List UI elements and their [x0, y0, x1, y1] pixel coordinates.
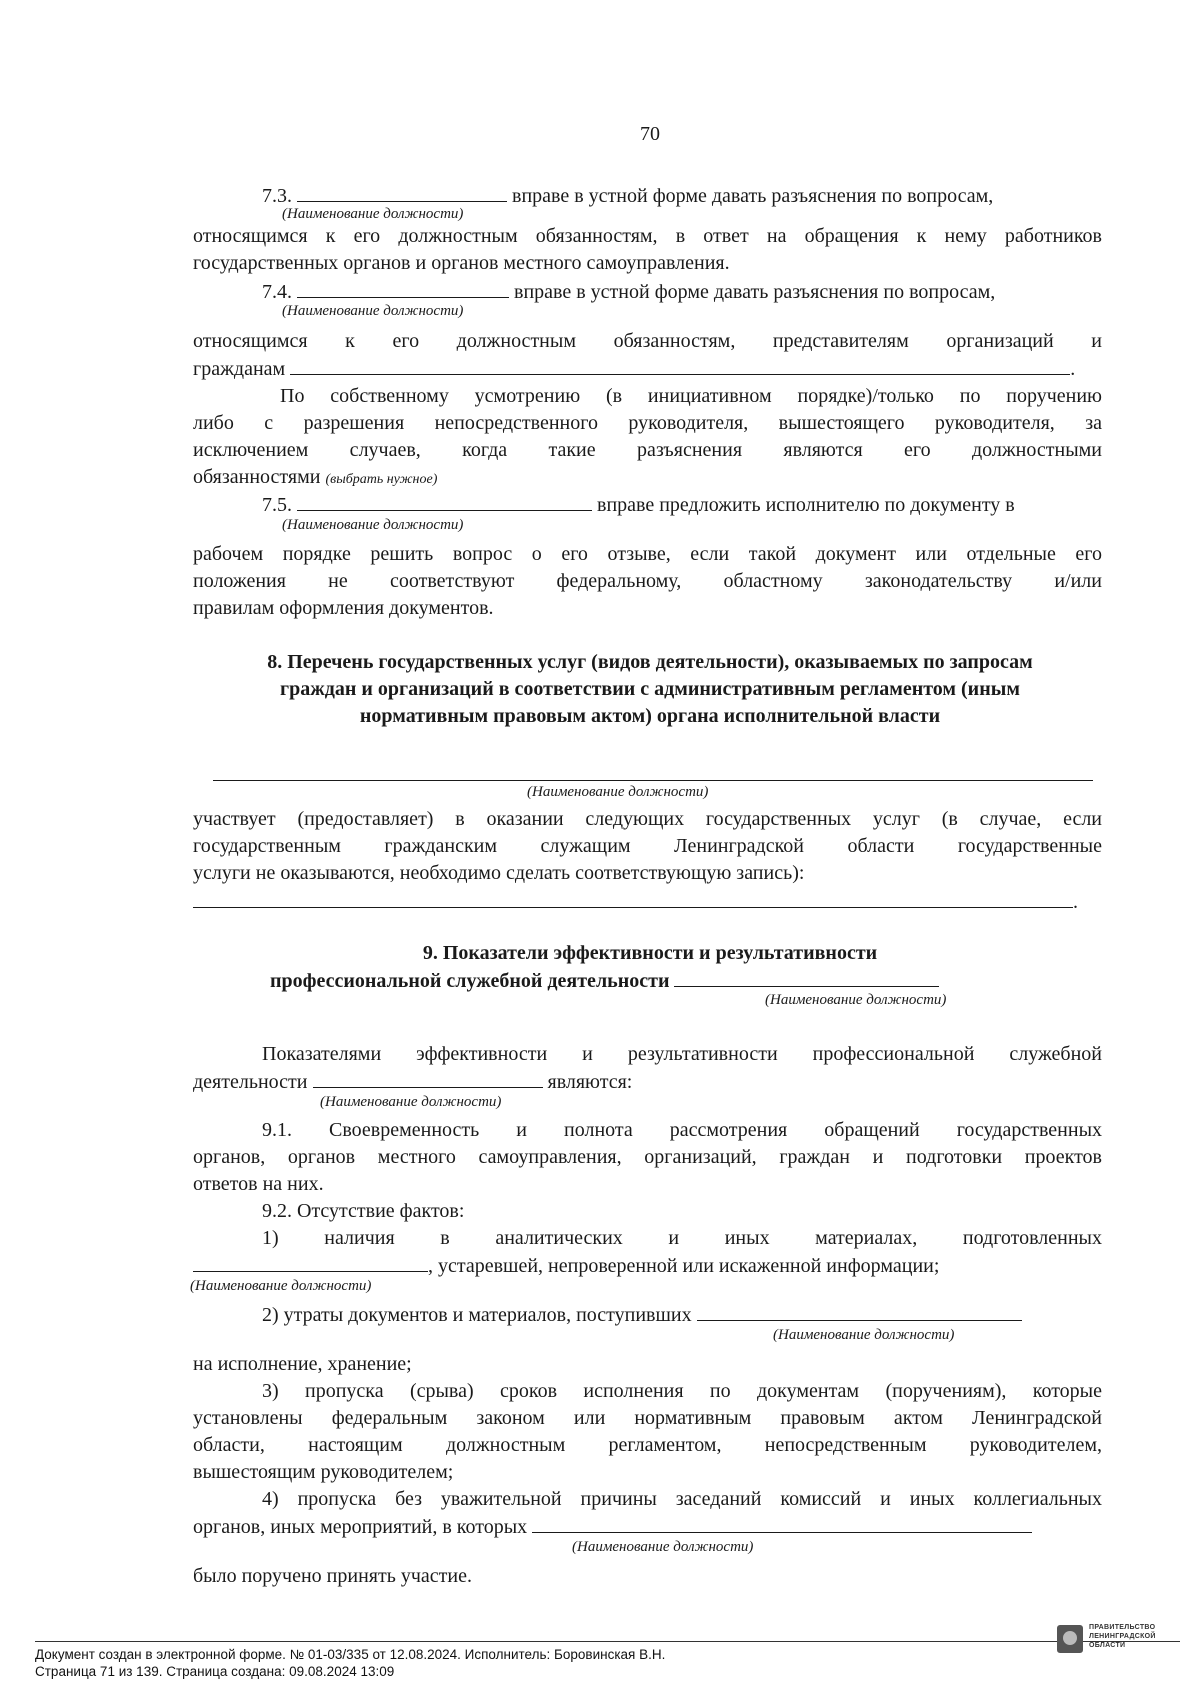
text-segment: По собственному усмотрению (в инициативном порядке)/только по поручению — [280, 385, 1102, 407]
text-line — [280, 384, 1102, 408]
text-segment: 9. Показатели эффективности и результативности — [422, 942, 878, 964]
blank-fill-line — [193, 1253, 428, 1272]
text-segment: (Наименование должности) — [572, 1539, 754, 1555]
text-segment: (Наименование должности) — [320, 1094, 502, 1110]
text-segment: профессиональной служебной деятельности — [270, 970, 675, 992]
field-caption — [773, 1326, 1073, 1344]
text-segment: положения не соответствуют федеральному, областному законодательству и/или — [193, 570, 1102, 592]
blank-fill-line — [697, 1302, 1022, 1321]
choice-note: (выбрать нужное) — [325, 472, 438, 487]
section-heading-line — [185, 704, 1115, 728]
field-caption — [765, 991, 1065, 1009]
text-segment: (Наименование должности) — [282, 206, 464, 222]
text-line — [193, 1406, 1102, 1430]
blank-fill-line — [290, 356, 1070, 375]
text-segment: граждан и организаций в соответствии с административным регламентом (иным — [280, 678, 1020, 700]
text-line — [193, 224, 1102, 248]
blank-fill-line — [297, 183, 507, 202]
text-segment: области, настоящим должностным регламентом, непосредственным руководителем, — [193, 1434, 1102, 1456]
text-line — [262, 492, 1102, 516]
text-line — [262, 279, 1102, 303]
text-line — [193, 889, 1102, 913]
blank-fill-line — [193, 889, 1073, 908]
text-segment: вправе предложить исполнителю по документу в — [592, 494, 1015, 516]
text-segment: (Наименование должности) — [527, 784, 709, 800]
field-caption — [527, 783, 827, 801]
field-caption — [572, 1538, 872, 1556]
section-heading-line — [185, 941, 1115, 965]
text-line — [193, 596, 1102, 620]
text-line — [193, 1564, 1102, 1588]
text-segment: Показателями эффективности и результативности профессиональной служебной — [262, 1043, 1102, 1065]
text-line — [262, 1118, 1102, 1142]
text-segment: 7.5. — [262, 494, 297, 516]
text-line — [262, 1379, 1102, 1403]
text-segment: органов, органов местного самоуправления, организаций, граждан и подготовки проектов — [193, 1146, 1102, 1168]
text-line — [193, 1069, 1102, 1093]
text-segment: (Наименование должности) — [190, 1278, 372, 1294]
text-line — [193, 438, 1102, 462]
field-caption — [282, 205, 582, 223]
text-segment: 4) пропуска без уважительной причины заседаний комиссий и иных коллегиальных — [262, 1488, 1102, 1510]
text-segment: государственным гражданским служащим Ленинградской области государственные — [193, 835, 1102, 857]
text-segment: участвует (предоставляет) в оказании следующих государственных услуг (в случае, если — [193, 808, 1102, 830]
text-line — [262, 1042, 1102, 1066]
field-caption — [320, 1093, 620, 1111]
text-line — [262, 1226, 1102, 1250]
text-segment: на исполнение, хранение; — [193, 1353, 412, 1375]
text-line — [193, 1253, 1102, 1277]
field-caption — [282, 516, 582, 534]
text-segment: либо с разрешения непосредственного руководителя, вышестоящего руководителя, за — [193, 412, 1102, 434]
footer-line-1: Документ создан в электронной форме. № 01-03/335 от 12.08.2024. Исполнитель: Боровинская В.Н. — [35, 1647, 666, 1662]
field-caption — [190, 1277, 490, 1295]
text-segment: услуги не оказываются, необходимо сделать соответствующую запись): — [193, 862, 805, 884]
text-segment: нормативным правовым актом) органа исполнительной власти — [359, 705, 941, 727]
logo-text: ПРАВИТЕЛЬСТВО ЛЕНИНГРАДСКОЙ ОБЛАСТИ — [1089, 1624, 1156, 1649]
leningrad-region-emblem-icon — [1057, 1625, 1083, 1653]
text-line — [193, 1433, 1102, 1457]
footer-divider — [35, 1641, 1180, 1642]
text-line — [193, 356, 1102, 380]
text-line — [193, 861, 1102, 885]
text-segment: исключением случаев, когда такие разъяснения являются его должностными — [193, 439, 1102, 461]
text-segment: 7.4. — [262, 281, 297, 303]
field-caption — [282, 302, 582, 320]
text-segment: 9.1. Своевременность и полнота рассмотрения обращений государственных — [262, 1119, 1102, 1141]
text-segment: обязанностями — [193, 466, 326, 488]
text-segment: вышестоящим руководителем; — [193, 1461, 454, 1483]
text-segment: ответов на них. — [193, 1173, 324, 1195]
text-segment: относящимся к его должностным обязанностям, в ответ на обращения к нему работников — [193, 225, 1102, 247]
text-segment: гражданам — [193, 358, 291, 380]
text-line — [193, 569, 1102, 593]
page-number: 70 — [640, 123, 660, 145]
section-heading-line — [270, 968, 1070, 992]
text-segment: установлены федеральным законом или нормативным правовым актом Ленинградской — [193, 1407, 1102, 1429]
text-segment: государственных органов и органов местного самоуправления. — [193, 252, 730, 274]
text-line — [193, 1172, 1102, 1196]
text-line — [193, 1514, 1102, 1538]
text-line — [193, 411, 1102, 435]
text-line — [262, 183, 1102, 207]
text-segment: правилам оформления документов. — [193, 597, 494, 619]
text-segment: 2) утраты документов и материалов, поступивших — [262, 1304, 697, 1326]
text-line — [193, 251, 1102, 275]
text-line — [262, 1302, 1102, 1326]
government-logo — [1057, 1619, 1167, 1659]
text-line — [193, 807, 1102, 831]
text-line — [193, 542, 1102, 566]
section-heading-line — [185, 650, 1115, 674]
blank-fill-line — [313, 1069, 543, 1088]
text-segment: 8. Перечень государственных услуг (видов деятельности), оказываемых по запросам — [267, 651, 1033, 673]
text-segment: 1) наличия в аналитических и иных материалах, подготовленных — [262, 1227, 1102, 1249]
text-segment: 7.3. — [262, 185, 297, 207]
text-segment: (Наименование должности) — [282, 517, 464, 533]
blank-fill-line — [297, 279, 509, 298]
blank-fill-line — [674, 968, 939, 987]
blank-fill-line — [297, 492, 592, 511]
text-line — [262, 1199, 1102, 1223]
text-segment: . — [1073, 891, 1078, 913]
section-heading-line — [185, 677, 1115, 701]
text-line — [193, 1460, 1102, 1484]
text-segment: деятельности — [193, 1071, 313, 1093]
text-segment: 3) пропуска (срыва) сроков исполнения по документам (поручениям), которые — [262, 1380, 1102, 1402]
text-segment: органов, иных мероприятий, в которых — [193, 1516, 533, 1538]
text-segment: . — [1070, 358, 1076, 380]
text-line — [193, 1352, 1102, 1376]
text-segment: являются: — [542, 1071, 633, 1093]
text-segment: было поручено принять участие. — [193, 1565, 472, 1587]
blank-fill-line — [213, 762, 1093, 781]
text-line — [193, 1145, 1102, 1169]
text-segment: вправе в устной форме давать разъяснения по вопросам, — [507, 185, 994, 207]
text-line — [193, 329, 1102, 353]
text-segment: 9.2. Отсутствие фактов: — [262, 1200, 465, 1222]
text-segment: (Наименование должности) — [282, 303, 464, 319]
text-segment: рабочем порядке решить вопрос о его отзыве, если такой документ или отдельные его — [193, 543, 1102, 565]
text-line — [193, 465, 1102, 489]
blank-fill-line — [532, 1514, 1032, 1533]
text-segment: , устаревшей, непроверенной или искаженной информации; — [428, 1255, 940, 1277]
text-line — [262, 1487, 1102, 1511]
text-segment: (Наименование должности) — [773, 1327, 955, 1343]
text-segment: относящимся к его должностным обязанностям, представителям организаций и — [193, 330, 1102, 352]
footer-line-2: Страница 71 из 139. Страница создана: 09.08.2024 13:09 — [35, 1664, 395, 1679]
text-segment: вправе в устной форме давать разъяснения по вопросам, — [509, 281, 996, 303]
text-line — [193, 834, 1102, 858]
text-segment: (Наименование должности) — [765, 992, 947, 1008]
